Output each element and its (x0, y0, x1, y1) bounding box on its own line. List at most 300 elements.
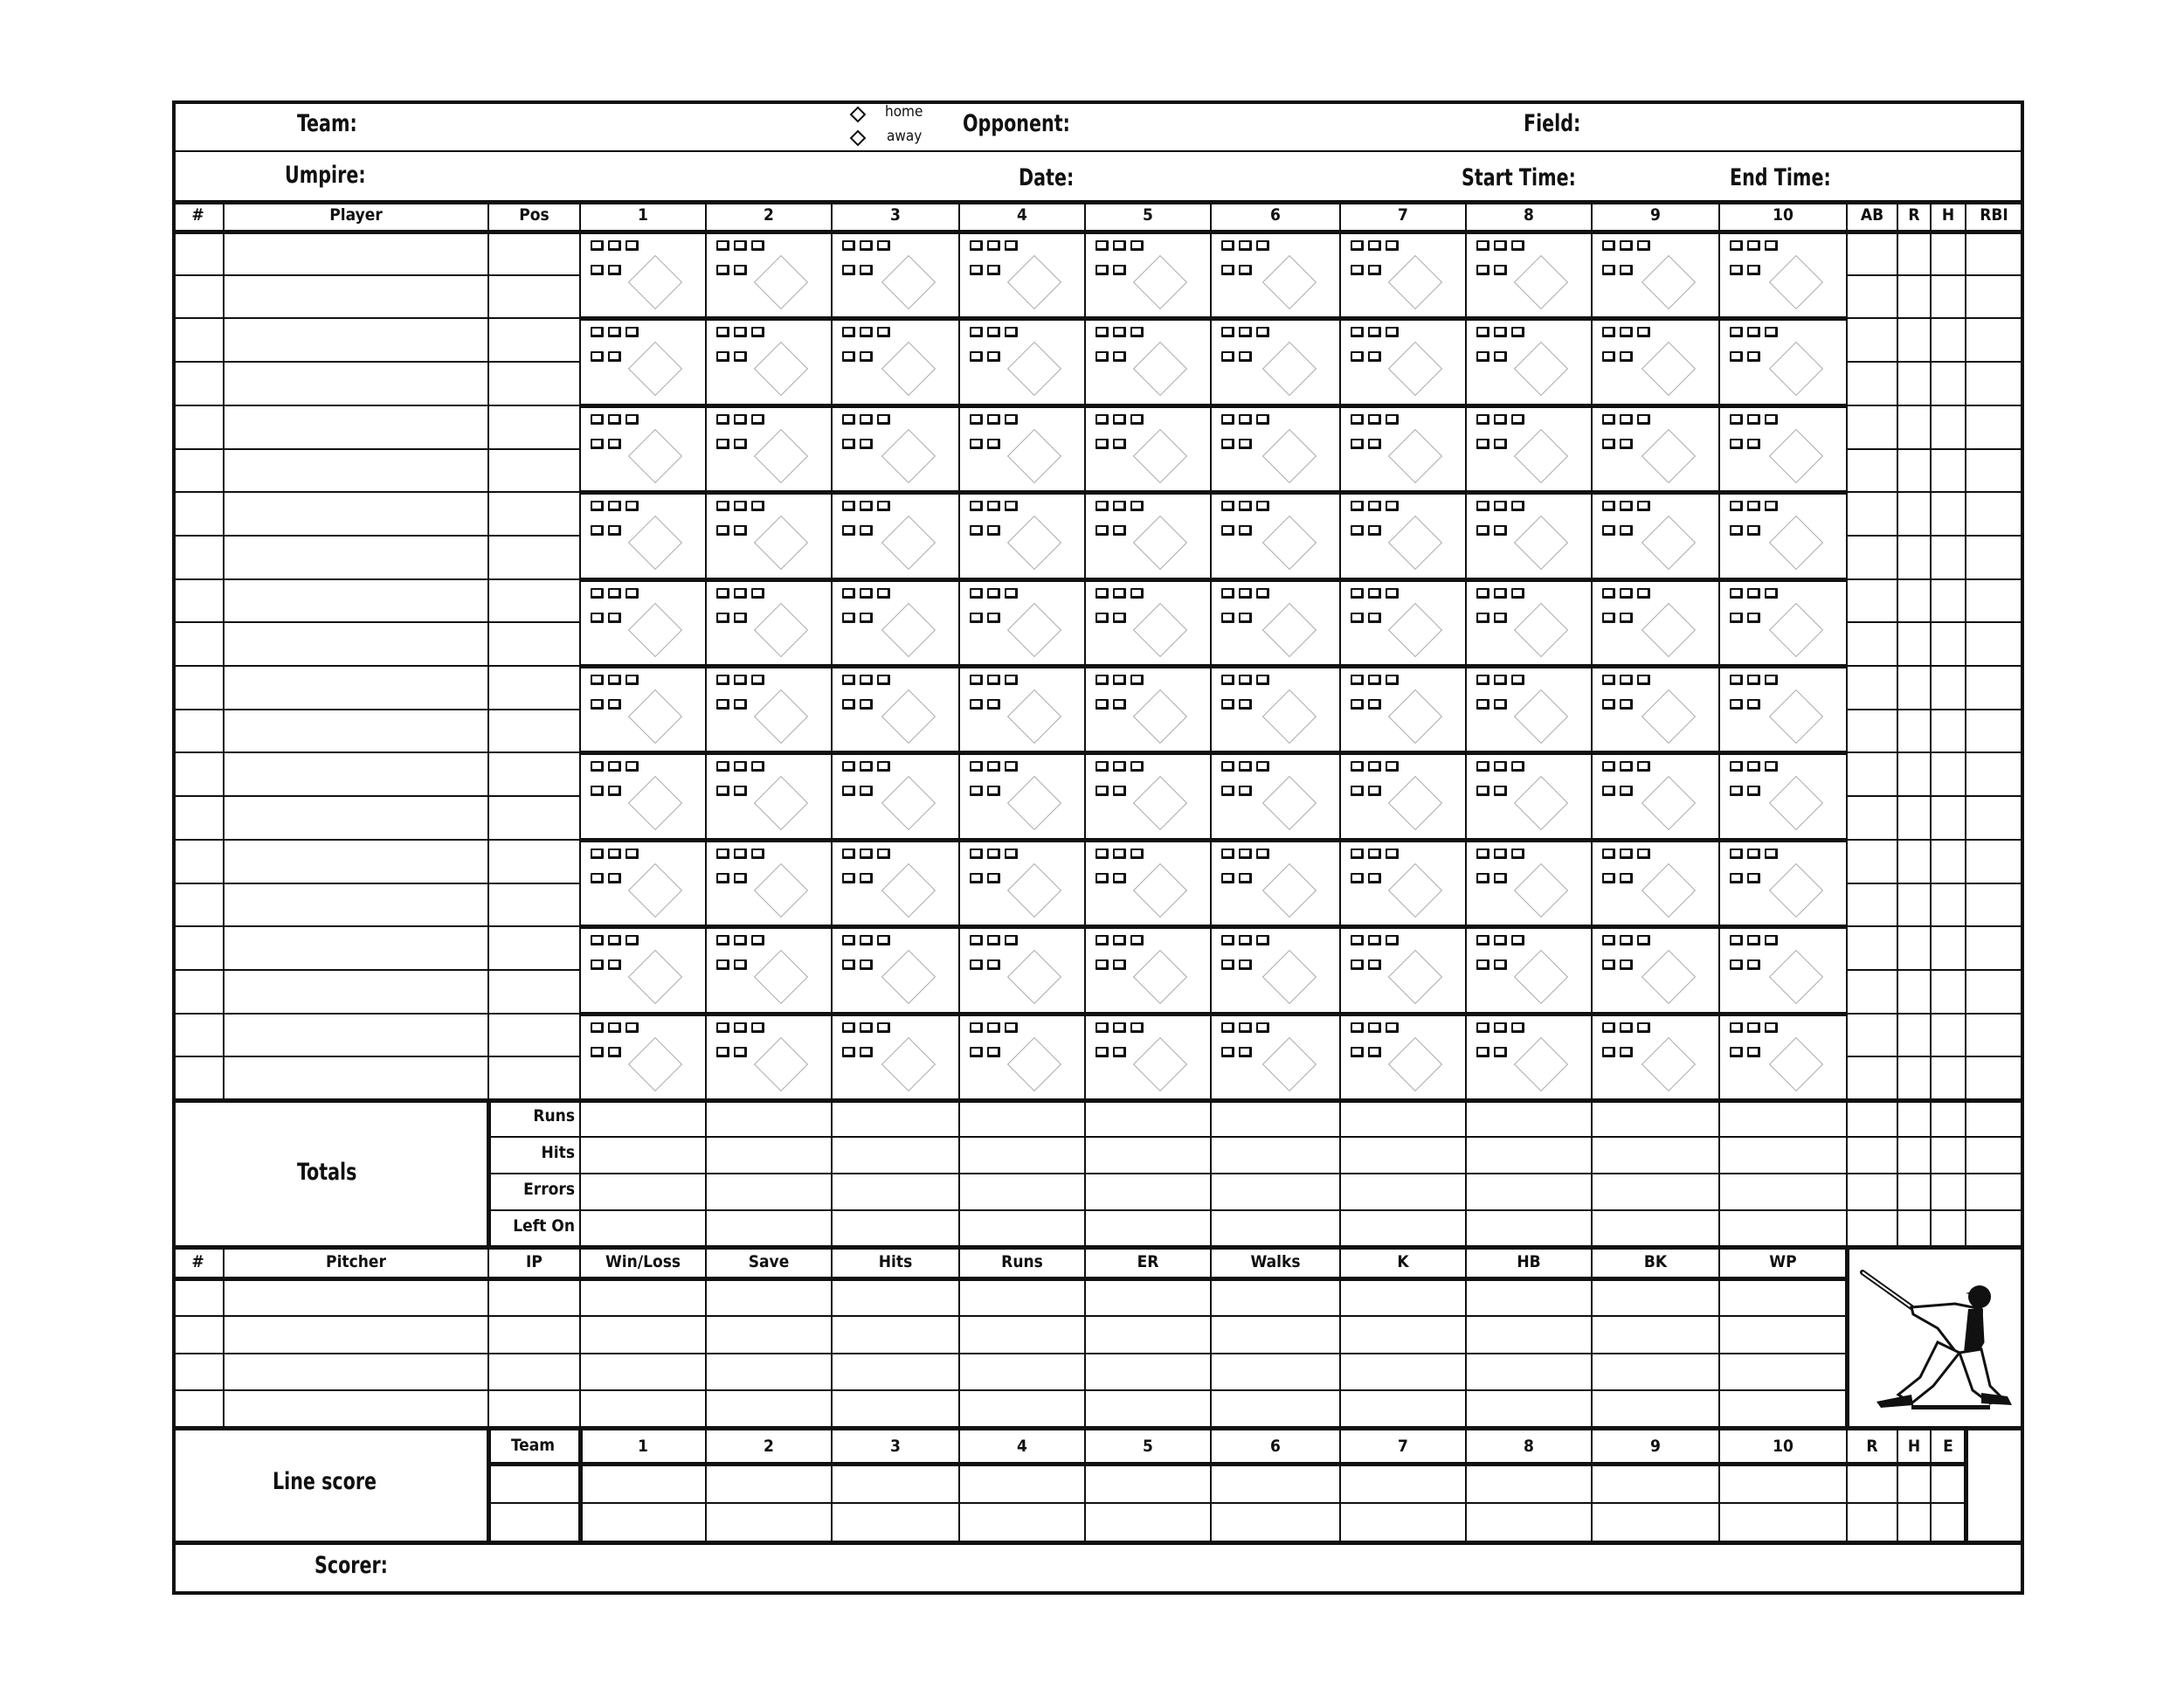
ball-box-icon[interactable] (1005, 848, 1018, 859)
ball-box-icon[interactable] (1494, 327, 1507, 337)
at-bat-cell[interactable] (961, 581, 1083, 664)
strike-box-icon[interactable] (1113, 439, 1126, 449)
ball-box-icon[interactable] (1637, 327, 1650, 337)
ball-box-icon[interactable] (734, 1022, 747, 1033)
at-bat-cell[interactable] (708, 407, 830, 490)
ball-box-icon[interactable] (1130, 1022, 1144, 1033)
strike-box-icon[interactable] (1113, 1047, 1126, 1057)
ball-box-icon[interactable] (842, 414, 855, 425)
ball-box-icon[interactable] (1476, 588, 1489, 599)
ball-box-icon[interactable] (1256, 848, 1269, 859)
ball-box-icon[interactable] (1239, 327, 1252, 337)
at-bat-cell[interactable] (582, 928, 704, 1011)
strike-box-icon[interactable] (1113, 613, 1126, 623)
ball-box-icon[interactable] (1637, 848, 1650, 859)
ball-box-icon[interactable] (1351, 935, 1364, 945)
ball-box-icon[interactable] (1620, 327, 1633, 337)
strike-box-icon[interactable] (842, 525, 855, 536)
ball-box-icon[interactable] (1113, 675, 1126, 685)
strike-box-icon[interactable] (591, 613, 604, 623)
ball-box-icon[interactable] (1130, 675, 1144, 685)
ball-box-icon[interactable] (1620, 848, 1633, 859)
ball-box-icon[interactable] (1351, 414, 1364, 425)
ball-box-icon[interactable] (625, 761, 639, 772)
at-bat-cell[interactable] (961, 1015, 1083, 1098)
at-bat-cell[interactable] (1721, 1015, 1845, 1098)
ball-box-icon[interactable] (1239, 588, 1252, 599)
ball-box-icon[interactable] (751, 1022, 764, 1033)
ball-box-icon[interactable] (716, 414, 729, 425)
ball-box-icon[interactable] (1351, 240, 1364, 251)
ball-box-icon[interactable] (970, 414, 983, 425)
at-bat-cell[interactable] (1213, 842, 1338, 925)
ball-box-icon[interactable] (1351, 1022, 1364, 1033)
ball-box-icon[interactable] (877, 327, 890, 337)
ball-box-icon[interactable] (987, 327, 1000, 337)
ball-box-icon[interactable] (1368, 588, 1381, 599)
ball-box-icon[interactable] (608, 327, 621, 337)
ball-box-icon[interactable] (860, 588, 873, 599)
ball-box-icon[interactable] (591, 327, 604, 337)
at-bat-cell[interactable] (582, 1015, 704, 1098)
ball-box-icon[interactable] (1620, 588, 1633, 599)
strike-box-icon[interactable] (1602, 786, 1615, 796)
ball-box-icon[interactable] (1130, 414, 1144, 425)
at-bat-cell[interactable] (582, 754, 704, 837)
strike-box-icon[interactable] (1494, 613, 1507, 623)
ball-box-icon[interactable] (625, 327, 639, 337)
ball-box-icon[interactable] (1113, 501, 1126, 511)
strike-box-icon[interactable] (860, 1047, 873, 1057)
strike-box-icon[interactable] (1476, 439, 1489, 449)
pitcher-name-input[interactable] (224, 1392, 488, 1426)
ball-box-icon[interactable] (1095, 240, 1109, 251)
ball-box-icon[interactable] (842, 588, 855, 599)
ball-box-icon[interactable] (1351, 501, 1364, 511)
strike-box-icon[interactable] (1730, 699, 1743, 710)
home-radio[interactable] (849, 106, 867, 123)
ball-box-icon[interactable] (1494, 848, 1507, 859)
at-bat-cell[interactable] (1721, 233, 1845, 316)
ball-box-icon[interactable] (591, 675, 604, 685)
strike-box-icon[interactable] (608, 525, 621, 536)
at-bat-cell[interactable] (1342, 320, 1464, 403)
ball-box-icon[interactable] (1602, 675, 1615, 685)
strike-box-icon[interactable] (591, 265, 604, 275)
strike-box-icon[interactable] (1351, 439, 1364, 449)
ball-box-icon[interactable] (860, 1022, 873, 1033)
at-bat-cell[interactable] (1593, 233, 1717, 316)
ball-box-icon[interactable] (751, 848, 764, 859)
ball-box-icon[interactable] (1620, 1022, 1633, 1033)
strike-box-icon[interactable] (970, 1047, 983, 1057)
pitcher-name-input[interactable] (224, 1318, 488, 1352)
strike-box-icon[interactable] (1747, 873, 1760, 883)
ball-box-icon[interactable] (625, 675, 639, 685)
strike-box-icon[interactable] (1113, 351, 1126, 362)
ball-box-icon[interactable] (1637, 588, 1650, 599)
ball-box-icon[interactable] (716, 588, 729, 599)
ball-box-icon[interactable] (608, 935, 621, 945)
strike-box-icon[interactable] (591, 525, 604, 536)
strike-box-icon[interactable] (734, 439, 747, 449)
at-bat-cell[interactable] (833, 928, 957, 1011)
strike-box-icon[interactable] (734, 786, 747, 796)
strike-box-icon[interactable] (987, 525, 1000, 536)
ball-box-icon[interactable] (987, 935, 1000, 945)
ball-box-icon[interactable] (842, 675, 855, 685)
at-bat-cell[interactable] (1468, 407, 1590, 490)
ball-box-icon[interactable] (1765, 761, 1778, 772)
ball-box-icon[interactable] (1095, 935, 1109, 945)
at-bat-cell[interactable] (1213, 494, 1338, 577)
strike-box-icon[interactable] (1351, 873, 1364, 883)
ball-box-icon[interactable] (734, 327, 747, 337)
strike-box-icon[interactable] (591, 873, 604, 883)
strike-box-icon[interactable] (842, 439, 855, 449)
ball-box-icon[interactable] (1620, 675, 1633, 685)
at-bat-cell[interactable] (1087, 407, 1209, 490)
at-bat-cell[interactable] (1468, 581, 1590, 664)
ball-box-icon[interactable] (1494, 240, 1507, 251)
ball-box-icon[interactable] (1476, 414, 1489, 425)
ball-box-icon[interactable] (842, 761, 855, 772)
strike-box-icon[interactable] (1602, 525, 1615, 536)
ball-box-icon[interactable] (1494, 675, 1507, 685)
at-bat-cell[interactable] (1468, 842, 1590, 925)
strike-box-icon[interactable] (1351, 1047, 1364, 1057)
ball-box-icon[interactable] (1730, 935, 1743, 945)
strike-box-icon[interactable] (860, 265, 873, 275)
ball-box-icon[interactable] (1368, 761, 1381, 772)
strike-box-icon[interactable] (1221, 786, 1234, 796)
strike-box-icon[interactable] (1494, 351, 1507, 362)
ball-box-icon[interactable] (1005, 240, 1018, 251)
ball-box-icon[interactable] (1239, 501, 1252, 511)
ball-box-icon[interactable] (842, 501, 855, 511)
strike-box-icon[interactable] (1239, 786, 1252, 796)
strike-box-icon[interactable] (1368, 959, 1381, 970)
ball-box-icon[interactable] (1221, 675, 1234, 685)
ball-box-icon[interactable] (1095, 327, 1109, 337)
at-bat-cell[interactable] (1213, 581, 1338, 664)
ball-box-icon[interactable] (1747, 240, 1760, 251)
ball-box-icon[interactable] (1239, 1022, 1252, 1033)
ball-box-icon[interactable] (625, 414, 639, 425)
strike-box-icon[interactable] (1221, 959, 1234, 970)
at-bat-cell[interactable] (582, 407, 704, 490)
strike-box-icon[interactable] (1095, 439, 1109, 449)
strike-box-icon[interactable] (608, 959, 621, 970)
at-bat-cell[interactable] (1087, 842, 1209, 925)
ball-box-icon[interactable] (877, 240, 890, 251)
at-bat-cell[interactable] (708, 233, 830, 316)
strike-box-icon[interactable] (1620, 439, 1633, 449)
strike-box-icon[interactable] (1368, 265, 1381, 275)
ball-box-icon[interactable] (987, 1022, 1000, 1033)
at-bat-cell[interactable] (708, 668, 830, 751)
ball-box-icon[interactable] (1095, 675, 1109, 685)
strike-box-icon[interactable] (716, 699, 729, 710)
strike-box-icon[interactable] (1476, 699, 1489, 710)
at-bat-cell[interactable] (833, 1015, 957, 1098)
strike-box-icon[interactable] (842, 873, 855, 883)
strike-box-icon[interactable] (1368, 786, 1381, 796)
at-bat-cell[interactable] (582, 668, 704, 751)
ball-box-icon[interactable] (1511, 1022, 1524, 1033)
ball-box-icon[interactable] (1620, 240, 1633, 251)
ball-box-icon[interactable] (842, 848, 855, 859)
ball-box-icon[interactable] (1730, 1022, 1743, 1033)
at-bat-cell[interactable] (1087, 668, 1209, 751)
at-bat-cell[interactable] (833, 233, 957, 316)
ball-box-icon[interactable] (1730, 588, 1743, 599)
strike-box-icon[interactable] (1239, 959, 1252, 970)
ball-box-icon[interactable] (877, 848, 890, 859)
ball-box-icon[interactable] (1747, 761, 1760, 772)
at-bat-cell[interactable] (1087, 928, 1209, 1011)
pitcher-name-input[interactable] (224, 1280, 488, 1314)
at-bat-cell[interactable] (708, 928, 830, 1011)
ball-box-icon[interactable] (1386, 761, 1399, 772)
ball-box-icon[interactable] (1113, 414, 1126, 425)
ball-box-icon[interactable] (1747, 588, 1760, 599)
strike-box-icon[interactable] (970, 525, 983, 536)
ball-box-icon[interactable] (1511, 588, 1524, 599)
ball-box-icon[interactable] (1765, 848, 1778, 859)
ball-box-icon[interactable] (716, 675, 729, 685)
strike-box-icon[interactable] (1494, 439, 1507, 449)
ball-box-icon[interactable] (1602, 414, 1615, 425)
strike-box-icon[interactable] (1620, 786, 1633, 796)
ball-box-icon[interactable] (1386, 240, 1399, 251)
ball-box-icon[interactable] (1602, 761, 1615, 772)
ball-box-icon[interactable] (591, 848, 604, 859)
ball-box-icon[interactable] (1386, 327, 1399, 337)
strike-box-icon[interactable] (1351, 265, 1364, 275)
at-bat-cell[interactable] (1342, 1015, 1464, 1098)
strike-box-icon[interactable] (734, 265, 747, 275)
ball-box-icon[interactable] (608, 588, 621, 599)
ball-box-icon[interactable] (987, 501, 1000, 511)
strike-box-icon[interactable] (1747, 699, 1760, 710)
strike-box-icon[interactable] (1602, 439, 1615, 449)
ball-box-icon[interactable] (1130, 501, 1144, 511)
strike-box-icon[interactable] (1221, 873, 1234, 883)
strike-box-icon[interactable] (1476, 1047, 1489, 1057)
ball-box-icon[interactable] (1239, 848, 1252, 859)
ball-box-icon[interactable] (1602, 588, 1615, 599)
strike-box-icon[interactable] (987, 351, 1000, 362)
ball-box-icon[interactable] (1005, 675, 1018, 685)
ball-box-icon[interactable] (1005, 588, 1018, 599)
strike-box-icon[interactable] (1747, 525, 1760, 536)
at-bat-cell[interactable] (961, 754, 1083, 837)
strike-box-icon[interactable] (608, 613, 621, 623)
at-bat-cell[interactable] (582, 320, 704, 403)
ball-box-icon[interactable] (1511, 935, 1524, 945)
ball-box-icon[interactable] (1730, 848, 1743, 859)
strike-box-icon[interactable] (591, 1047, 604, 1057)
ball-box-icon[interactable] (842, 1022, 855, 1033)
strike-box-icon[interactable] (591, 699, 604, 710)
strike-box-icon[interactable] (1476, 873, 1489, 883)
ball-box-icon[interactable] (751, 501, 764, 511)
ball-box-icon[interactable] (1386, 675, 1399, 685)
ball-box-icon[interactable] (591, 935, 604, 945)
strike-box-icon[interactable] (1620, 525, 1633, 536)
at-bat-cell[interactable] (1213, 928, 1338, 1011)
strike-box-icon[interactable] (970, 265, 983, 275)
at-bat-cell[interactable] (1087, 1015, 1209, 1098)
strike-box-icon[interactable] (734, 699, 747, 710)
ball-box-icon[interactable] (734, 414, 747, 425)
ball-box-icon[interactable] (1256, 414, 1269, 425)
strike-box-icon[interactable] (591, 959, 604, 970)
ball-box-icon[interactable] (734, 675, 747, 685)
at-bat-cell[interactable] (833, 407, 957, 490)
ball-box-icon[interactable] (1730, 675, 1743, 685)
ball-box-icon[interactable] (1747, 501, 1760, 511)
ball-box-icon[interactable] (970, 327, 983, 337)
ball-box-icon[interactable] (1351, 761, 1364, 772)
ball-box-icon[interactable] (970, 501, 983, 511)
ball-box-icon[interactable] (1511, 327, 1524, 337)
at-bat-cell[interactable] (1087, 494, 1209, 577)
ball-box-icon[interactable] (1602, 935, 1615, 945)
ball-box-icon[interactable] (608, 675, 621, 685)
ball-box-icon[interactable] (1256, 588, 1269, 599)
strike-box-icon[interactable] (860, 351, 873, 362)
ball-box-icon[interactable] (1368, 1022, 1381, 1033)
ball-box-icon[interactable] (1620, 414, 1633, 425)
ball-box-icon[interactable] (877, 414, 890, 425)
ball-box-icon[interactable] (1221, 414, 1234, 425)
strike-box-icon[interactable] (1221, 699, 1234, 710)
at-bat-cell[interactable] (1721, 407, 1845, 490)
ball-box-icon[interactable] (734, 588, 747, 599)
ball-box-icon[interactable] (1005, 761, 1018, 772)
ball-box-icon[interactable] (591, 588, 604, 599)
at-bat-cell[interactable] (1721, 928, 1845, 1011)
ball-box-icon[interactable] (987, 675, 1000, 685)
ball-box-icon[interactable] (860, 414, 873, 425)
ball-box-icon[interactable] (716, 935, 729, 945)
ball-box-icon[interactable] (860, 848, 873, 859)
ball-box-icon[interactable] (734, 761, 747, 772)
strike-box-icon[interactable] (1239, 351, 1252, 362)
ball-box-icon[interactable] (591, 240, 604, 251)
ball-box-icon[interactable] (1511, 848, 1524, 859)
ball-box-icon[interactable] (1256, 675, 1269, 685)
strike-box-icon[interactable] (1351, 699, 1364, 710)
strike-box-icon[interactable] (1368, 873, 1381, 883)
strike-box-icon[interactable] (860, 873, 873, 883)
at-bat-cell[interactable] (1087, 754, 1209, 837)
ball-box-icon[interactable] (1239, 675, 1252, 685)
ball-box-icon[interactable] (1130, 588, 1144, 599)
at-bat-cell[interactable] (1468, 668, 1590, 751)
ball-box-icon[interactable] (1511, 501, 1524, 511)
at-bat-cell[interactable] (961, 494, 1083, 577)
strike-box-icon[interactable] (1113, 265, 1126, 275)
strike-box-icon[interactable] (860, 699, 873, 710)
at-bat-cell[interactable] (1721, 494, 1845, 577)
ball-box-icon[interactable] (1730, 761, 1743, 772)
ball-box-icon[interactable] (1476, 848, 1489, 859)
ball-box-icon[interactable] (842, 240, 855, 251)
pitcher-name-input[interactable] (224, 1355, 488, 1389)
ball-box-icon[interactable] (1747, 414, 1760, 425)
ball-box-icon[interactable] (1095, 414, 1109, 425)
strike-box-icon[interactable] (860, 525, 873, 536)
strike-box-icon[interactable] (1730, 786, 1743, 796)
ball-box-icon[interactable] (987, 761, 1000, 772)
strike-box-icon[interactable] (842, 265, 855, 275)
strike-box-icon[interactable] (1730, 525, 1743, 536)
strike-box-icon[interactable] (734, 959, 747, 970)
strike-box-icon[interactable] (860, 613, 873, 623)
ball-box-icon[interactable] (1747, 935, 1760, 945)
ball-box-icon[interactable] (1130, 935, 1144, 945)
ball-box-icon[interactable] (1637, 240, 1650, 251)
strike-box-icon[interactable] (1730, 439, 1743, 449)
strike-box-icon[interactable] (1747, 786, 1760, 796)
ball-box-icon[interactable] (1765, 240, 1778, 251)
strike-box-icon[interactable] (987, 439, 1000, 449)
strike-box-icon[interactable] (1221, 1047, 1234, 1057)
ball-box-icon[interactable] (1511, 414, 1524, 425)
strike-box-icon[interactable] (1113, 959, 1126, 970)
at-bat-cell[interactable] (1342, 928, 1464, 1011)
ball-box-icon[interactable] (1765, 327, 1778, 337)
ball-box-icon[interactable] (1095, 501, 1109, 511)
ball-box-icon[interactable] (608, 501, 621, 511)
ball-box-icon[interactable] (1476, 935, 1489, 945)
ball-box-icon[interactable] (1637, 1022, 1650, 1033)
ball-box-icon[interactable] (1511, 240, 1524, 251)
strike-box-icon[interactable] (970, 439, 983, 449)
strike-box-icon[interactable] (1494, 525, 1507, 536)
strike-box-icon[interactable] (1730, 265, 1743, 275)
ball-box-icon[interactable] (970, 935, 983, 945)
ball-box-icon[interactable] (1368, 240, 1381, 251)
strike-box-icon[interactable] (1494, 699, 1507, 710)
ball-box-icon[interactable] (716, 501, 729, 511)
ball-box-icon[interactable] (1765, 414, 1778, 425)
start-time-input[interactable] (1590, 156, 1721, 197)
ball-box-icon[interactable] (1221, 501, 1234, 511)
ball-box-icon[interactable] (734, 501, 747, 511)
ball-box-icon[interactable] (591, 761, 604, 772)
ball-box-icon[interactable] (1130, 848, 1144, 859)
ball-box-icon[interactable] (1221, 935, 1234, 945)
ball-box-icon[interactable] (1386, 501, 1399, 511)
strike-box-icon[interactable] (1494, 265, 1507, 275)
ball-box-icon[interactable] (751, 327, 764, 337)
strike-box-icon[interactable] (1476, 613, 1489, 623)
strike-box-icon[interactable] (1476, 265, 1489, 275)
ball-box-icon[interactable] (860, 761, 873, 772)
ball-box-icon[interactable] (716, 761, 729, 772)
at-bat-cell[interactable] (1213, 668, 1338, 751)
ball-box-icon[interactable] (1239, 935, 1252, 945)
strike-box-icon[interactable] (842, 613, 855, 623)
strike-box-icon[interactable] (716, 613, 729, 623)
ball-box-icon[interactable] (1130, 240, 1144, 251)
strike-box-icon[interactable] (842, 351, 855, 362)
ball-box-icon[interactable] (987, 588, 1000, 599)
